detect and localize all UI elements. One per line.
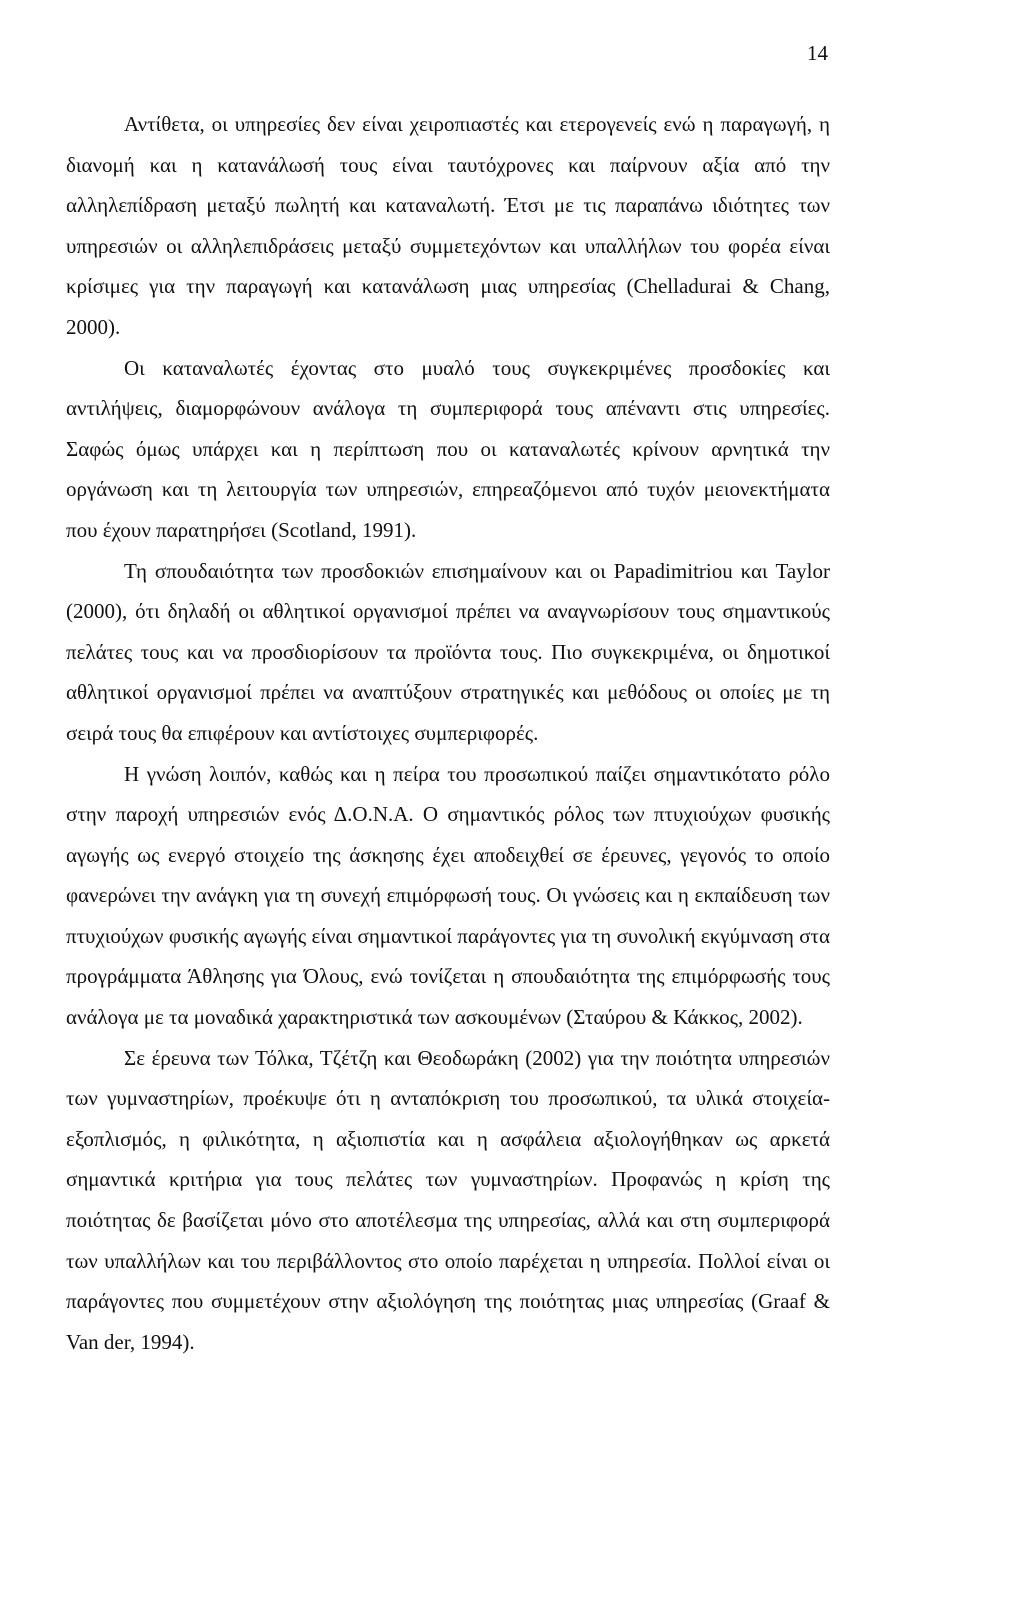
paragraph-5: Σε έρευνα των Τόλκα, Τζέτζη και Θεοδωράκη (2002) για την ποιότητα υπηρεσιών των γυμναστηρίων, προέκυψε ότι η ανταπόκριση του προσωπικού, τα υλικά στοιχεία-εξοπλισμός, η φιλικότητα, η αξιοπιστία και η ασφάλεια αξιολογήθηκαν ως αρκετά σημαντικά κριτήρια για τους πελάτες των γυμναστηρίων. Προφανώς η κρίση της ποιότητας δε βασίζεται μόνο στο αποτέλεσμα της υπηρεσίας, αλλά και στη συμπεριφορά των υπαλλήλων και του περιβάλλοντος στο οποίο παρέχεται η υπηρεσία. Πολλοί είναι οι παράγοντες που συμμετέχουν στην αξιολόγηση της ποιότητας μιας υπηρεσίας (Graaf & Van der, 1994).: [66, 1045, 830, 1354]
paragraph-4: Η γνώση λοιπόν, καθώς και η πείρα του προσωπικού παίζει σημαντικότατο ρόλο στην παροχή υπηρεσιών ενός Δ.Ο.Ν.Α. Ο σημαντικός ρόλος των πτυχιούχων φυσικής αγωγής ως ενεργό στοιχείο της άσκησης έχει αποδειχθεί σε έρευνες, γεγονός το οποίο φανερώνει την ανάγκη για τη συνεχή επιμόρφωσή τους. Οι γνώσεις και η εκπαίδευση των πτυχιούχων φυσικής αγωγής είναι σημαντικοί παράγοντες για τη συνολική εκγύμναση στα προγράμματα Άθλησης για Όλους, ενώ τονίζεται η σπουδαιότητα της επιμόρφωσής τους ανάλογα με τα μοναδικά χαρακτηριστικά των ασκουμένων (Σταύρου & Κάκκος, 2002).: [66, 761, 830, 1030]
paragraph-3: Τη σπουδαιότητα των προσδοκιών επισημαίνουν και οι Papadimitriou και Taylor (2000), ότι δηλαδή οι αθλητικοί οργανισμοί πρέπει να αναγνωρίσουν τους σημαντικούς πελάτες τους και να προσδιορίσουν τα προϊόντα τους. Πιο συγκεκριμένα, οι δημοτικοί αθλητικοί οργανισμοί πρέπει να αναπτύξουν στρατηγικές και μεθόδους οι οποίες με τη σειρά τους θα επιφέρουν και αντίστοιχες συμπεριφορές.: [66, 558, 830, 745]
paragraph-2: Οι καταναλωτές έχοντας στο μυαλό τους συγκεκριμένες προσδοκίες και αντιλήψεις, διαμορφώνουν ανάλογα τη συμπεριφορά τους απέναντι στις υπηρεσίες. Σαφώς όμως υπάρχει και η περίπτωση που οι καταναλωτές κρίνουν αρνητικά την οργάνωση και τη λειτουργία των υπηρεσιών, επηρεαζόμενοι από τυχόν μειονεκτήματα που έχουν παρατηρήσει (Scotland, 1991).: [66, 355, 830, 542]
page-number: 14: [807, 41, 828, 65]
body-text: [66, 104, 830, 1362]
paragraph-1: Αντίθετα, οι υπηρεσίες δεν είναι χειροπιαστές και ετερογενείς ενώ η παραγωγή, η διανομή και η κατανάλωσή τους είναι ταυτόχρονες και παίρνουν αξία από την αλληλεπίδραση μεταξύ πωλητή και καταναλωτή. Έτσι με τις παραπάνω ιδιότητες των υπηρεσιών οι αλληλεπιδράσεις μεταξύ συμμετεχόντων και υπαλλήλων του φορέα είναι κρίσιμες για την παραγωγή και κατανάλωση μιας υπηρεσίας (Chelladurai & Chang, 2000).: [66, 112, 830, 339]
